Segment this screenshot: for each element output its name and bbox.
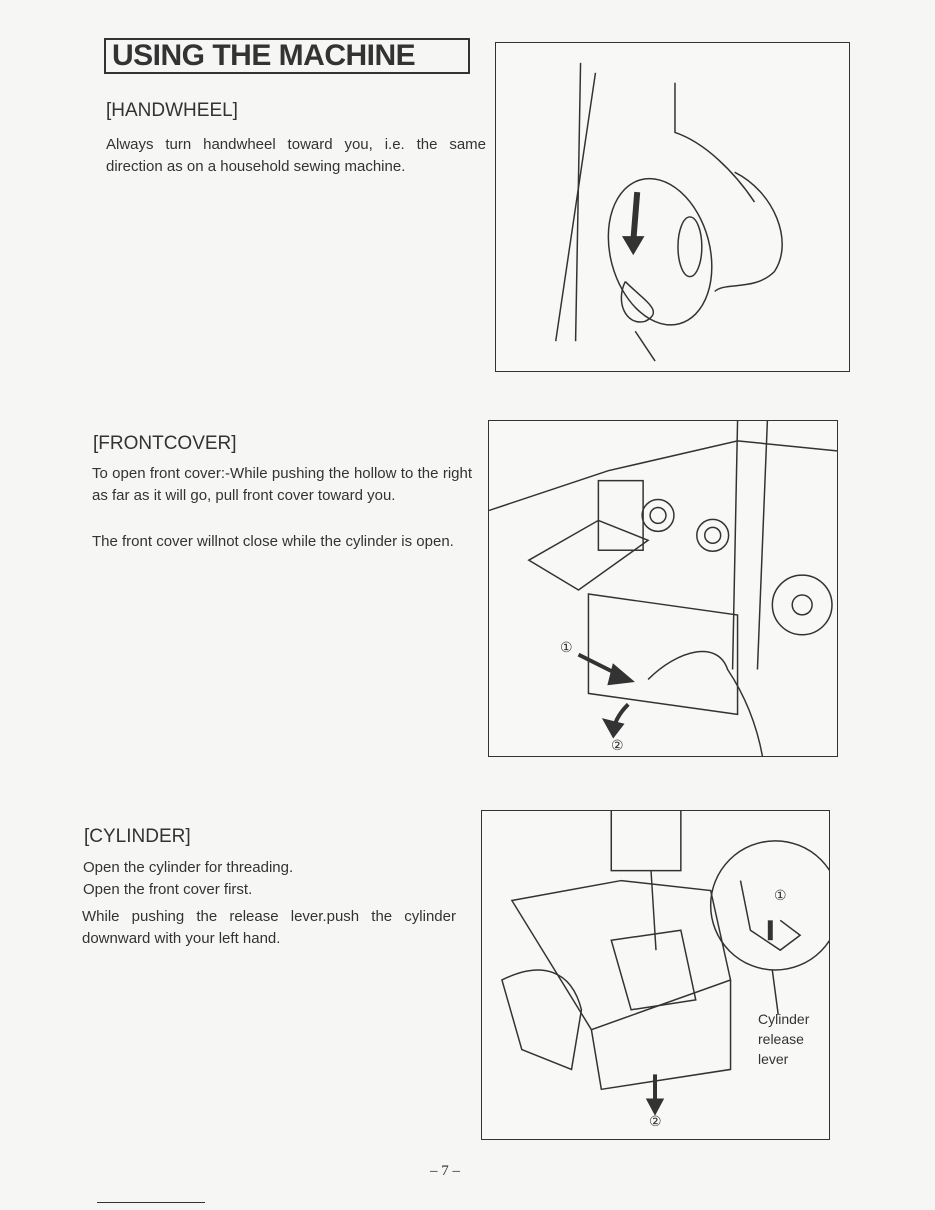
step-2-marker: ② [611, 737, 624, 753]
label-line: release [758, 1031, 804, 1047]
step-2-marker: ② [649, 1113, 662, 1129]
section-heading-cylinder: [CYLINDER] [84, 826, 191, 847]
handwheel-text: Always turn handwheel toward you, i.e. the same direction as on a household sewing machine. [106, 136, 486, 175]
frontcover-text-1: To open front cover:-While pushing the hollow to the right as far as it will go, pull front cover toward you. [92, 465, 472, 504]
label-line: Cylinder [758, 1011, 810, 1027]
page-title: USING THE MACHINE [112, 39, 416, 72]
step-1-marker: ① [774, 887, 787, 903]
cylinder-text-3: While pushing the release lever.push the cylinder downward with your left hand. [82, 908, 456, 947]
label-line: lever [758, 1051, 789, 1067]
page-number: – 7 – [430, 1163, 460, 1179]
step-1-marker: ① [560, 639, 573, 655]
section-heading-handwheel: [HANDWHEEL] [106, 100, 238, 121]
frontcover-text-2: The front cover willnot close while the cylinder is open. [92, 533, 454, 550]
cylinder-text-2: Open the front cover first. [83, 881, 253, 898]
cylinder-text-1: Open the cylinder for threading. [83, 859, 294, 876]
section-heading-frontcover: [FRONTCOVER] [93, 433, 237, 454]
footer-rule [97, 1202, 205, 1203]
cylinder-release-lever-label [758, 1009, 809, 1069]
handwheel-illustration [495, 42, 850, 372]
cylinder-illustration [481, 810, 830, 1140]
frontcover-illustration [488, 420, 838, 757]
